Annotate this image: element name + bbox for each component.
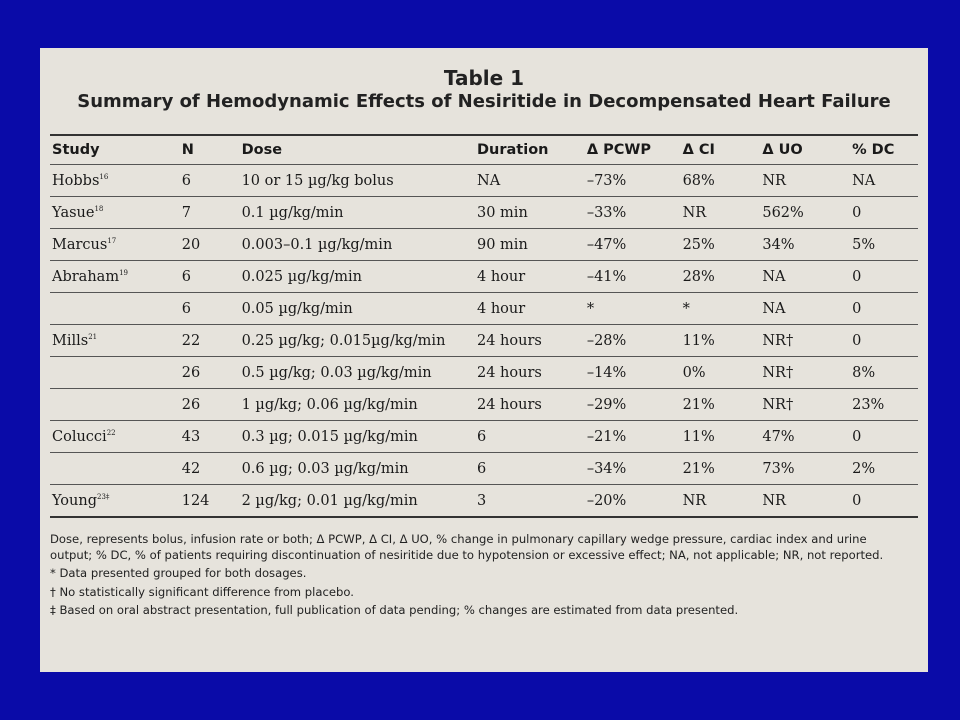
cell-duration [477,453,587,485]
cell-pcwp [587,229,683,261]
cell-pcwp-text: * [586,300,595,317]
cell-pcwp [587,485,683,518]
cell-uo-text: NR [762,492,786,509]
table-title [40,66,928,114]
cell-n [182,325,242,357]
cell-ci [683,229,763,261]
cell-dose [242,293,477,325]
cell-ci-text: 68% [682,172,715,189]
cell-duration [477,357,587,389]
cell-uo-text: 562% [762,204,804,221]
cell-dc [852,421,918,453]
table-row [50,293,918,325]
cell-dose-text: 0.3 µg; 0.015 µg/kg/min [241,428,418,445]
cell-study [50,325,182,357]
cell-duration-text: 4 hour [477,300,526,317]
cell-study [50,197,182,229]
cell-dose-text: 0.05 µg/kg/min [241,300,353,317]
table-page [40,48,928,672]
cell-uo-text: NR† [762,364,794,381]
cell-n-text: 42 [181,460,201,477]
cell-ci [683,421,763,453]
cell-n [182,357,242,389]
cell-study-text: Young [52,492,98,509]
cell-duration-text: 3 [477,492,487,509]
cell-dc [852,485,918,518]
table-row [50,389,918,421]
cell-pcwp-text: –47% [586,236,627,253]
cell-uo [762,293,852,325]
header-study: Study [52,142,100,158]
cell-dc [852,229,918,261]
cell-pcwp-text: –34% [586,460,627,477]
cell-pcwp-text: –29% [586,396,627,413]
cell-n-text: 7 [181,204,191,221]
cell-dose [242,421,477,453]
cell-ci [683,261,763,293]
cell-n-text: 6 [181,268,191,285]
cell-ci [683,453,763,485]
cell-uo [762,261,852,293]
cell-duration-text: 4 hour [477,268,526,285]
cell-dose [242,389,477,421]
reference-superscript: 21 [88,332,98,341]
cell-dc [852,165,918,197]
cell-pcwp [587,421,683,453]
cell-study-text: Mills [52,332,89,349]
cell-dc-text: 2% [852,460,876,477]
cell-ci [683,325,763,357]
cell-study [50,453,182,485]
cell-n-text: 26 [181,396,201,413]
cell-n [182,421,242,453]
cell-pcwp-text: –33% [586,204,627,221]
table-row [50,453,918,485]
cell-dc-text: 8% [852,364,876,381]
cell-study [50,421,182,453]
cell-n-text: 6 [181,300,191,317]
table-row [50,165,918,197]
cell-uo-text: NR† [762,396,794,413]
cell-n [182,293,242,325]
cell-uo [762,229,852,261]
cell-pcwp [587,197,683,229]
cell-dose-text: 0.1 µg/kg/min [241,204,344,221]
cell-duration [477,293,587,325]
cell-study [50,229,182,261]
table-body [50,165,918,518]
cell-dose [242,229,477,261]
cell-dose [242,325,477,357]
cell-n-text: 6 [181,172,191,189]
cell-dose [242,453,477,485]
table-row [50,485,918,518]
header-duration: Duration [477,142,549,158]
cell-duration-text: 24 hours [477,332,542,349]
cell-uo [762,421,852,453]
table-caption: Summary of Hemodynamic Effects of Nesiritide in Decompensated Heart Failure [77,91,891,112]
cell-ci [683,197,763,229]
cell-n-text: 124 [181,492,210,509]
cell-duration-text: 6 [477,460,487,477]
cell-pcwp-text: –41% [586,268,627,285]
cell-duration [477,165,587,197]
cell-n-text: 20 [181,236,201,253]
cell-uo [762,197,852,229]
cell-pcwp-text: –28% [586,332,627,349]
cell-study-text: Abraham [52,268,120,285]
cell-uo-text: NR [762,172,786,189]
cell-dc-text: 0 [852,204,862,221]
cell-duration-text: 90 min [477,236,528,253]
cell-pcwp [587,325,683,357]
cell-uo [762,165,852,197]
cell-ci-text: 25% [682,236,715,253]
cell-dose [242,197,477,229]
reference-superscript: 17 [107,236,117,245]
cell-study-text: Marcus [52,236,108,253]
cell-ci-text: 11% [682,428,715,445]
cell-ci [683,485,763,518]
cell-dose [242,485,477,518]
table-row [50,229,918,261]
footnote-abbreviations: Dose, represents bolus, infusion rate or both; Δ PCWP, Δ CI, Δ UO, % change in pulmonary capillary wedge pressure, cardiac index and urine output; % DC, % of patients requiring discontinuation of nesiritide due to hypotension or excessive effect; NA, not applicable; NR, not reported. [50,532,884,562]
cell-study-text: Colucci [52,428,107,445]
cell-dose-text: 0.25 µg/kg; 0.015µg/kg/min [241,332,446,349]
cell-n [182,261,242,293]
cell-duration [477,229,587,261]
cell-duration-text: NA [477,172,501,189]
header-n: N [181,142,194,158]
cell-dose-text: 0.025 µg/kg/min [241,268,362,285]
cell-dc [852,389,918,421]
cell-uo [762,389,852,421]
cell-study [50,357,182,389]
header-row [50,136,918,165]
cell-ci [683,293,763,325]
cell-study [50,261,182,293]
cell-dose-text: 2 µg/kg; 0.01 µg/kg/min [241,492,418,509]
cell-n [182,197,242,229]
cell-dc-text: NA [852,172,876,189]
reference-superscript: 19 [119,268,128,277]
cell-dc [852,453,918,485]
cell-pcwp-text: –14% [586,364,627,381]
table-number: Table 1 [443,66,525,90]
cell-ci-text: NR [682,492,707,509]
cell-ci-text: 21% [682,396,715,413]
cell-dc-text: 0 [852,300,862,317]
cell-ci-text: 11% [682,332,715,349]
cell-ci [683,357,763,389]
cell-ci [683,165,763,197]
cell-duration-text: 30 min [477,204,528,221]
cell-duration [477,421,587,453]
cell-dose [242,357,477,389]
cell-uo-text: 34% [762,236,795,253]
cell-pcwp-text: –20% [586,492,627,509]
cell-uo [762,357,852,389]
table-row [50,325,918,357]
cell-dose-text: 1 µg/kg; 0.06 µg/kg/min [241,396,418,413]
cell-n [182,453,242,485]
cell-ci-text: 28% [682,268,715,285]
cell-dc [852,325,918,357]
cell-duration [477,197,587,229]
reference-superscript: 18 [94,204,104,213]
cell-duration [477,389,587,421]
cell-duration-text: 24 hours [477,396,542,413]
cell-dose-text: 0.5 µg/kg; 0.03 µg/kg/min [241,364,432,381]
cell-dc-text: 0 [852,492,862,509]
cell-n [182,389,242,421]
cell-dose [242,165,477,197]
cell-pcwp [587,453,683,485]
cell-study-text: Hobbs [52,172,100,189]
cell-uo-text: 73% [762,460,795,477]
hemodynamic-effects-table [50,136,918,518]
cell-pcwp [587,261,683,293]
table-row [50,197,918,229]
cell-uo-text: NR† [762,332,794,349]
cell-ci [683,389,763,421]
table-row [50,261,918,293]
footnote-double-dagger: ‡ Based on oral abstract presentation, full publication of data pending; % changes are estimated from data presented. [50,603,739,617]
cell-n [182,485,242,518]
cell-dc [852,261,918,293]
cell-dose-text: 10 or 15 µg/kg bolus [241,172,394,189]
cell-dose [242,261,477,293]
header-dc: % DC [852,142,895,158]
cell-duration [477,485,587,518]
cell-n [182,229,242,261]
cell-study [50,389,182,421]
reference-superscript: 16 [99,172,109,181]
reference-superscript: 23‡ [97,492,110,501]
cell-dc [852,197,918,229]
cell-duration [477,325,587,357]
cell-pcwp [587,165,683,197]
cell-dc-text: 0 [852,428,862,445]
cell-dc [852,357,918,389]
cell-duration [477,261,587,293]
cell-dc-text: 5% [852,236,876,253]
cell-dc [852,293,918,325]
cell-pcwp-text: –73% [586,172,627,189]
cell-pcwp [587,389,683,421]
cell-uo-text: 47% [762,428,795,445]
cell-uo-text: NA [762,300,786,317]
header-pcwp: Δ PCWP [586,142,651,158]
header-uo: Δ UO [762,142,803,158]
cell-ci-text: 21% [682,460,715,477]
cell-study [50,485,182,518]
cell-n-text: 43 [181,428,201,445]
cell-n-text: 22 [181,332,201,349]
cell-ci-text: NR [682,204,707,221]
cell-uo-text: NA [762,268,786,285]
table-footnotes [50,532,912,622]
footnote-dagger: † No statistically significant difference from placebo. [50,584,354,599]
cell-dose-text: 0.6 µg; 0.03 µg/kg/min [241,460,409,477]
cell-uo [762,485,852,518]
header-ci: Δ CI [682,142,715,158]
cell-n-text: 26 [181,364,201,381]
cell-uo [762,325,852,357]
cell-study [50,293,182,325]
cell-duration-text: 6 [477,428,487,445]
cell-study [50,165,182,197]
cell-ci-text: * [682,300,690,317]
table-row [50,421,918,453]
cell-pcwp [587,293,683,325]
cell-dc-text: 23% [852,396,885,413]
header-dose: Dose [241,142,283,158]
cell-dose-text: 0.003–0.1 µg/kg/min [241,236,393,253]
cell-n [182,165,242,197]
cell-dc-text: 0 [852,332,862,349]
cell-pcwp [587,357,683,389]
cell-dc-text: 0 [852,268,862,285]
reference-superscript: 22 [106,428,116,437]
cell-duration-text: 24 hours [477,364,542,381]
cell-uo [762,453,852,485]
footnote-asterisk: * Data presented grouped for both dosages. [50,566,307,580]
cell-pcwp-text: –21% [586,428,627,445]
cell-ci-text: 0% [682,364,706,381]
table-row [50,357,918,389]
cell-study-text: Yasue [52,204,95,221]
